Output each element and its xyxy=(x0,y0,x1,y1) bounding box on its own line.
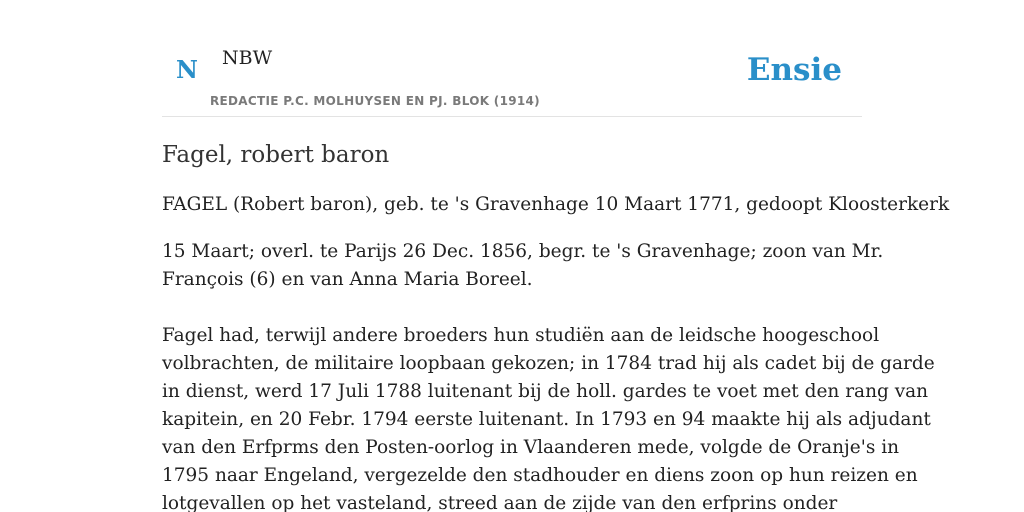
article-paragraph xyxy=(162,238,884,294)
source-name[interactable]: NBW xyxy=(222,47,273,69)
paragraph-line: volbrachten, de militaire loopbaan gekozen; in 1784 trad hij als cadet bij de garde xyxy=(162,353,935,374)
paragraph-line: in dienst, werd 17 Juli 1788 luitenant bij de holl. gardes te voet met den rang van xyxy=(162,381,929,402)
paragraph-line: François (6) en van Anna Maria Boreel. xyxy=(162,269,533,290)
paragraph-line: 15 Maart; overl. te Parijs 26 Dec. 1856, begr. te 's Gravenhage; zoon van Mr. xyxy=(162,241,884,262)
article-title: Fagel, robert baron xyxy=(162,142,390,168)
paragraph-line: kapitein, en 20 Febr. 1794 eerste luitenant. In 1793 en 94 maakte hij als adjudant xyxy=(162,409,931,430)
header xyxy=(162,0,862,117)
article-paragraph xyxy=(162,322,935,512)
brand-logo[interactable]: Ensie xyxy=(746,52,842,88)
paragraph-line: 1795 naar Engeland, vergezelde den stadhouder en diens zoon op hun reizen en xyxy=(162,465,918,486)
paragraph-line: lotgevallen op het vasteland, streed aan de zijde van den erfprins onder xyxy=(162,493,838,512)
source-logo[interactable]: N xyxy=(176,55,198,84)
paragraph-line: van den Erfprms den Posten-oorlog in Vlaanderen mede, volgde de Oranje's in xyxy=(162,437,900,458)
source-subtitle: REDACTIE P.C. MOLHUYSEN EN PJ. BLOK (1914) xyxy=(210,94,540,108)
paragraph-line: Fagel had, terwijl andere broeders hun studiën aan de leidsche hoogeschool xyxy=(162,325,880,346)
article-paragraph: FAGEL (Robert baron), geb. te 's Gravenhage 10 Maart 1771, gedoopt Kloosterkerk xyxy=(162,194,950,215)
article xyxy=(162,138,950,512)
